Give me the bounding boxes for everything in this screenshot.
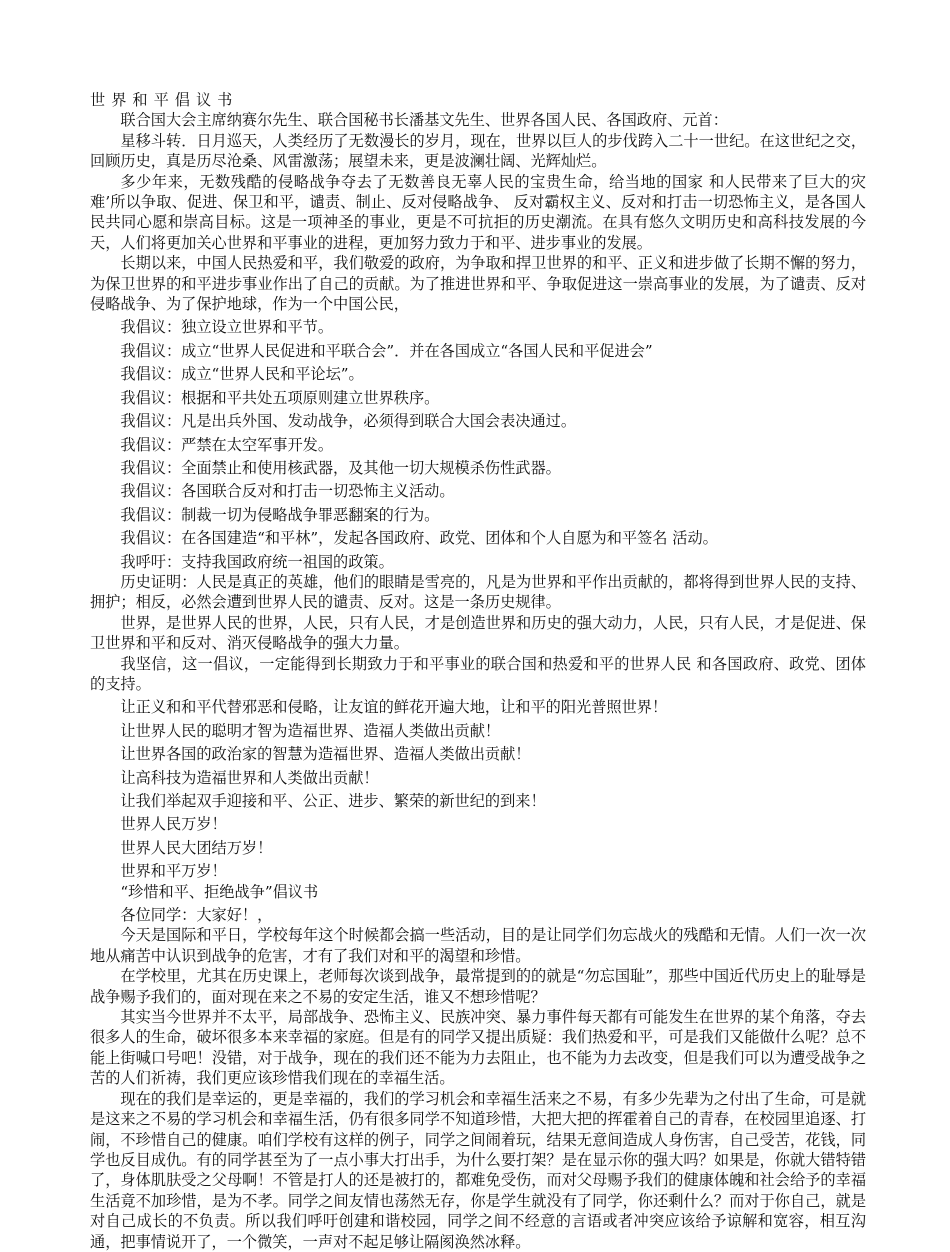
appeal-item: 我呼吁：支持我国政府统一祖国的政策。 (120, 552, 394, 571)
proposal-item: 我倡议：全面禁止和使用核武器，及其他一切大规模杀伤性武器。 (120, 458, 561, 477)
slogan: 让世界各国的政治家的智慧为造福世界、造福人类做出贡献！ (120, 745, 531, 764)
slogan: 让我们举起双手迎接和平、公正、进步、繁荣的新世纪的到来！ (120, 792, 546, 810)
section-title: “珍惜和平、拒绝战争”倡议书 (120, 882, 319, 901)
proposal-item: 我倡议：在各国建造“和平林”，发起各国政府、政党、团体和个人自愿为和平签名 活动。 (120, 529, 718, 548)
proposal-item: 我倡议：独立设立世界和平节。 (120, 318, 334, 337)
salutation: 联合国大会主席纳赛尔先生、联合国秘书长潘基文先生、世界各国人民、各国政府、元首： (120, 111, 728, 130)
paragraph: 长期以来，中国人民热爱和平，我们敬爱的政府，为争取和捍卫世界的和平、正义和进步做了长期不懈的努力，为保卫世界的和平进步事业作出了自己的贡献。为了推进世界和平、争取促进这一崇高事业的发展，为了谴责、反对侵略战争、为了保护地球，作为一个中国公民， (90, 254, 866, 314)
paragraph: 我坚信，这一倡议，一定能得到长期致力于和平事业的联合国和热爱和平的世界人民 和各国政府、政党、团体的支持。 (90, 654, 866, 693)
paragraph: 世界，是世界人民的世界，人民，只有人民，才是创造世界和历史的强大动力，人民，只有人民，才是促进、保卫世界和平和反对、消灭侵略战争的强大力量。 (90, 613, 866, 653)
salutation: 各位同学：大家好！， (120, 906, 273, 925)
proposal-item: 我倡议：制裁一切为侵略战争罪恶翻案的行为。 (120, 505, 440, 524)
proposal-item: 我倡议：各国联合反对和打击一切恐怖主义活动。 (120, 482, 455, 501)
paragraph: 星移斗转．日月巡天，人类经历了无数漫长的岁月，现在，世界以巨人的步伐跨入二十一世纪。在这世纪之交，回顾历史，真是历尽沧桑、风雷激荡；展望未来，更是波澜壮阔、光辉灿烂。 (90, 131, 866, 171)
slogan: 世界和平万岁！ (120, 862, 227, 881)
paragraph: 在学校里，尤其在历史课上，老师每次谈到战争，最常提到的的就是“勿忘国耻”，那些中国近代历史上的耻辱是战争赐予我们的，面对现在来之不易的安定生活，谁又不想珍惜呢？ (90, 967, 866, 1006)
proposal-item: 我倡议：成立“世界人民促进和平联合会”．并在各国成立“各国人民和平促进会” (120, 341, 653, 360)
slogan: 世界人民大团结万岁！ (120, 838, 273, 857)
paragraph: 历史证明：人民是真正的英雄，他们的眼睛是雪亮的，凡是为世界和平作出贡献的，都将得到世界人民的支持、拥护；相反，必然会遭到世界人民的谴责、反对。这是一条历史规律。 (90, 572, 866, 612)
proposal-item: 我倡议：凡是出兵外国、发动战争，必须得到联合大国会表决通过。 (120, 412, 577, 431)
paragraph: 现在的我们是幸运的，更是幸福的，我们的学习机会和幸福生活来之不易，有多少先辈为之付出了生命，可是就是这来之不易的学习机会和幸福生活，仍有很多同学不知道珍惜，大把大把的挥霍着自己的青春，在校园里追逐、打闹，不珍惜自己的健康。咱们学校有这样的例子，同学之间闹着玩，结果无意间造成人身伤害，自己受苦，花钱，同学也反目成仇。有的同学甚至为了一点小事大打出手，为什么要打架？是在显示你的强大吗？如果是，你就大错特错了，身体肌肤受之父母啊！不管是打人的还是被打的，都难免受伤，而对父母赐予我们的健康体魄和社会给予的幸福生活竟不加珍惜，是为不孝。同学之间友情也荡然无存，你是学生就没有了同学，你还剩什么？而对于你自己，就是对自己成长的不负责。所以我们呼吁创建和谐校园，同学之间不经意的言语或者冲突应该给予谅解和宽容，相互沟通，把事情说开了，一个微笑，一声对不起足够让隔阂涣然冰释。 (90, 1089, 866, 1251)
paragraph: 今天是国际和平日，学校每年这个时候都会搞一些活动，目的是让同学们勿忘战火的残酷和无情。人们一次一次地从痛苦中认识到战争的危害，才有了我们对和平的渴望和珍惜。 (90, 926, 866, 965)
proposal-item: 我倡议：成立“世界人民和平论坛”。 (120, 365, 364, 384)
slogan: 让世界人民的聪明才智为造福世界、造福人类做出贡献！ (120, 721, 501, 740)
paragraph: 其实当今世界并不太平，局部战争、恐怖主义、民族冲突、暴力事件每天都有可能发生在世界的某个角落，夺去很多人的生命，破坏很多本来幸福的家庭。但是有的同学又提出质疑：我们热爱和平，可是我们又能做什么呢？总不能上街喊口号吧！没错，对于战争，现在的我们还不能为力去阻止，也不能为力去改变，但是我们可以为遭受战争之苦的人们祈祷，我们更应该珍惜我们现在的幸福生活。 (90, 1008, 866, 1088)
proposal-item: 我倡议：严禁在太空军事开发。 (120, 435, 334, 454)
slogan: 世界人民万岁！ (120, 815, 227, 834)
slogan: 让正义和和平代替邪恶和侵略，让友谊的鲜花开遍大地，让和平的阳光普照世界！ (120, 698, 668, 717)
proposal-item: 我倡议：根据和平共处五项原则建立世界秩序。 (120, 388, 440, 407)
document-title: 世界和平倡议书 (90, 91, 239, 109)
slogan: 让高科技为造福世界和人类做出贡献！ (120, 768, 379, 787)
paragraph: 多少年来，无数残酷的侵略战争夺去了无数善良无辜人民的宝贵生命，给当地的国家 和人民带来了巨大的灾难’所以争取、促进、保卫和平，谴责、制止、反对侵略战争、 反对霸权主义、反对和打击一切恐怖主义，是各国人民共同心愿和崇高目标。这是一项神圣的事业，更是不可抗拒的历史潮流。在具有悠久文明历史和高科技发展的今天，人们将更加关心世界和平事业的进程，更加努力致力于和平、进步事业的发展。 (90, 172, 866, 252)
